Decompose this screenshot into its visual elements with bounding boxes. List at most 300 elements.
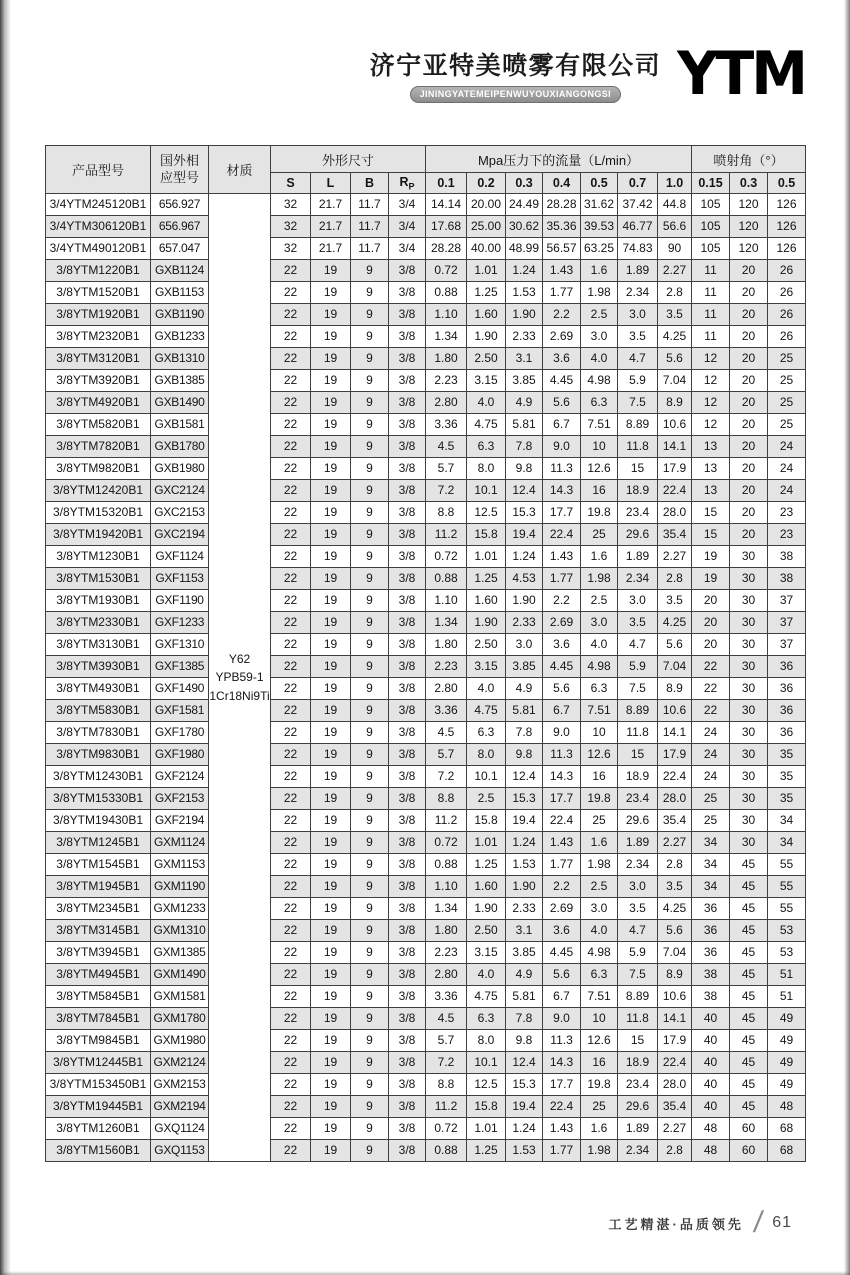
cell-flow-0-1: 1.10 — [426, 304, 467, 326]
cell-flow-0-2: 2.50 — [467, 920, 506, 942]
cell-flow-1-0: 28.0 — [658, 788, 692, 810]
cell-dim-s: 22 — [271, 788, 311, 810]
cell-flow-0-7: 5.9 — [618, 656, 658, 678]
cell-dim-s: 32 — [271, 216, 311, 238]
table-row — [46, 260, 806, 282]
cell-dim-b: 9 — [351, 348, 389, 370]
cell-product-model: 3/8YTM1220B1 — [46, 260, 151, 282]
cell-foreign-model: GXB1385 — [151, 370, 209, 392]
cell-flow-0-5: 3.0 — [581, 326, 618, 348]
table-row — [46, 1052, 806, 1074]
cell-angle-0-15: 34 — [692, 832, 730, 854]
cell-product-model: 3/4YTM306120B1 — [46, 216, 151, 238]
cell-dim-l: 19 — [311, 942, 351, 964]
cell-angle-0-5: 34 — [768, 832, 806, 854]
cell-dim-rp: 3/4 — [389, 216, 426, 238]
cell-dim-s: 32 — [271, 238, 311, 260]
cell-angle-0-15: 48 — [692, 1140, 730, 1162]
cell-dim-b: 9 — [351, 326, 389, 348]
cell-product-model: 3/8YTM1530B1 — [46, 568, 151, 590]
cell-flow-0-4: 6.7 — [543, 986, 581, 1008]
cell-dim-rp: 3/8 — [389, 766, 426, 788]
cell-foreign-model: GXC2194 — [151, 524, 209, 546]
table-row — [46, 1140, 806, 1162]
cell-product-model: 3/8YTM153450B1 — [46, 1074, 151, 1096]
cell-dim-b: 11.7 — [351, 216, 389, 238]
cell-dim-rp: 3/8 — [389, 392, 426, 414]
cell-dim-s: 22 — [271, 1030, 311, 1052]
cell-angle-0-15: 11 — [692, 326, 730, 348]
cell-flow-0-5: 3.0 — [581, 612, 618, 634]
cell-angle-0-3: 30 — [730, 568, 768, 590]
table-row — [46, 678, 806, 700]
cell-dim-rp: 3/8 — [389, 590, 426, 612]
table-row — [46, 392, 806, 414]
cell-dim-b: 9 — [351, 458, 389, 480]
cell-flow-0-2: 1.25 — [467, 1140, 506, 1162]
cell-flow-0-4: 1.77 — [543, 1140, 581, 1162]
cell-flow-0-5: 16 — [581, 480, 618, 502]
cell-foreign-model: GXF1190 — [151, 590, 209, 612]
cell-angle-0-15: 19 — [692, 546, 730, 568]
table-row — [46, 656, 806, 678]
cell-angle-0-5: 36 — [768, 656, 806, 678]
cell-flow-0-2: 1.90 — [467, 326, 506, 348]
cell-flow-0-4: 1.77 — [543, 282, 581, 304]
cell-flow-0-2: 4.75 — [467, 414, 506, 436]
cell-product-model: 3/8YTM5820B1 — [46, 414, 151, 436]
cell-dim-l: 19 — [311, 722, 351, 744]
cell-dim-s: 22 — [271, 282, 311, 304]
cell-flow-0-4: 2.2 — [543, 876, 581, 898]
cell-product-model: 3/8YTM12430B1 — [46, 766, 151, 788]
cell-flow-0-5: 25 — [581, 1096, 618, 1118]
cell-dim-rp: 3/8 — [389, 1074, 426, 1096]
cell-flow-0-1: 4.5 — [426, 436, 467, 458]
cell-flow-0-3: 2.33 — [506, 612, 543, 634]
cell-flow-0-5: 1.6 — [581, 1118, 618, 1140]
cell-dim-s: 22 — [271, 326, 311, 348]
cell-dim-s: 22 — [271, 766, 311, 788]
cell-dim-rp: 3/8 — [389, 656, 426, 678]
cell-flow-0-7: 15 — [618, 458, 658, 480]
cell-dim-b: 11.7 — [351, 194, 389, 216]
cell-angle-0-5: 25 — [768, 348, 806, 370]
cell-angle-0-5: 37 — [768, 590, 806, 612]
col-header-material: 材质 — [209, 146, 271, 194]
cell-dim-l: 19 — [311, 326, 351, 348]
page-edge-shadow-bottom — [0, 1271, 850, 1275]
cell-dim-rp: 3/8 — [389, 898, 426, 920]
cell-flow-0-3: 24.49 — [506, 194, 543, 216]
cell-angle-0-15: 20 — [692, 590, 730, 612]
cell-flow-0-2: 1.60 — [467, 590, 506, 612]
cell-dim-l: 19 — [311, 546, 351, 568]
cell-dim-s: 22 — [271, 546, 311, 568]
cell-angle-0-15: 34 — [692, 854, 730, 876]
cell-foreign-model: GXM1190 — [151, 876, 209, 898]
cell-angle-0-3: 45 — [730, 1052, 768, 1074]
cell-angle-0-5: 126 — [768, 194, 806, 216]
cell-foreign-model: GXB1124 — [151, 260, 209, 282]
cell-product-model: 3/8YTM3920B1 — [46, 370, 151, 392]
cell-dim-s: 22 — [271, 480, 311, 502]
col-header-angle-0-5: 0.5 — [768, 173, 806, 194]
cell-flow-1-0: 2.27 — [658, 260, 692, 282]
cell-flow-1-0: 14.1 — [658, 722, 692, 744]
table-row — [46, 282, 806, 304]
cell-flow-0-2: 3.15 — [467, 656, 506, 678]
cell-flow-0-7: 8.89 — [618, 986, 658, 1008]
col-header-foreign-line2: 应型号 — [159, 169, 199, 185]
cell-dim-l: 19 — [311, 590, 351, 612]
cell-flow-0-3: 9.8 — [506, 1030, 543, 1052]
cell-dim-l: 21.7 — [311, 216, 351, 238]
cell-flow-0-4: 17.7 — [543, 502, 581, 524]
cell-flow-0-3: 12.4 — [506, 1052, 543, 1074]
cell-product-model: 3/8YTM15320B1 — [46, 502, 151, 524]
cell-flow-0-3: 9.8 — [506, 744, 543, 766]
cell-dim-l: 19 — [311, 700, 351, 722]
cell-dim-s: 22 — [271, 832, 311, 854]
cell-angle-0-5: 26 — [768, 282, 806, 304]
cell-dim-b: 9 — [351, 282, 389, 304]
cell-flow-1-0: 2.8 — [658, 568, 692, 590]
cell-dim-l: 19 — [311, 788, 351, 810]
cell-flow-1-0: 17.9 — [658, 1030, 692, 1052]
cell-angle-0-15: 24 — [692, 744, 730, 766]
cell-flow-0-7: 2.34 — [618, 568, 658, 590]
cell-flow-0-1: 17.68 — [426, 216, 467, 238]
cell-flow-0-7: 74.83 — [618, 238, 658, 260]
cell-angle-0-5: 35 — [768, 788, 806, 810]
cell-flow-0-2: 8.0 — [467, 744, 506, 766]
cell-flow-0-2: 25.00 — [467, 216, 506, 238]
cell-foreign-model: GXM1581 — [151, 986, 209, 1008]
cell-foreign-model: GXB1780 — [151, 436, 209, 458]
cell-dim-s: 22 — [271, 898, 311, 920]
cell-dim-rp: 3/8 — [389, 612, 426, 634]
page-edge-shadow-left — [0, 0, 11, 1275]
cell-flow-0-3: 5.81 — [506, 700, 543, 722]
cell-flow-1-0: 4.25 — [658, 326, 692, 348]
cell-dim-b: 9 — [351, 1030, 389, 1052]
cell-flow-0-3: 1.90 — [506, 876, 543, 898]
cell-flow-0-2: 2.50 — [467, 634, 506, 656]
table-row — [46, 1118, 806, 1140]
cell-dim-l: 19 — [311, 612, 351, 634]
cell-angle-0-5: 24 — [768, 480, 806, 502]
cell-angle-0-15: 40 — [692, 1030, 730, 1052]
cell-dim-s: 22 — [271, 678, 311, 700]
cell-foreign-model: GXQ1153 — [151, 1140, 209, 1162]
cell-dim-s: 22 — [271, 260, 311, 282]
cell-angle-0-15: 40 — [692, 1096, 730, 1118]
cell-dim-b: 9 — [351, 480, 389, 502]
cell-flow-0-7: 5.9 — [618, 370, 658, 392]
cell-flow-0-3: 12.4 — [506, 766, 543, 788]
cell-dim-b: 9 — [351, 590, 389, 612]
cell-angle-0-15: 34 — [692, 876, 730, 898]
cell-dim-l: 19 — [311, 282, 351, 304]
cell-angle-0-15: 38 — [692, 964, 730, 986]
cell-flow-0-5: 1.98 — [581, 568, 618, 590]
col-group-dimensions: 外形尺寸 — [271, 146, 426, 173]
cell-product-model: 3/8YTM1520B1 — [46, 282, 151, 304]
cell-angle-0-3: 60 — [730, 1140, 768, 1162]
cell-angle-0-3: 30 — [730, 590, 768, 612]
cell-flow-1-0: 90 — [658, 238, 692, 260]
col-header-angle-0-15: 0.15 — [692, 173, 730, 194]
cell-flow-0-7: 23.4 — [618, 788, 658, 810]
col-header-flow-0-5: 0.5 — [581, 173, 618, 194]
cell-flow-0-4: 28.28 — [543, 194, 581, 216]
cell-angle-0-5: 38 — [768, 546, 806, 568]
cell-foreign-model: GXF1124 — [151, 546, 209, 568]
cell-flow-0-4: 4.45 — [543, 656, 581, 678]
cell-flow-0-1: 1.34 — [426, 898, 467, 920]
cell-flow-0-1: 5.7 — [426, 1030, 467, 1052]
col-header-flow-0-2: 0.2 — [467, 173, 506, 194]
cell-flow-0-3: 4.9 — [506, 964, 543, 986]
table-row — [46, 700, 806, 722]
cell-product-model: 3/8YTM12445B1 — [46, 1052, 151, 1074]
cell-flow-1-0: 3.5 — [658, 304, 692, 326]
cell-angle-0-15: 40 — [692, 1008, 730, 1030]
cell-angle-0-3: 120 — [730, 216, 768, 238]
cell-flow-0-4: 14.3 — [543, 766, 581, 788]
cell-product-model: 3/4YTM245120B1 — [46, 194, 151, 216]
cell-dim-s: 22 — [271, 1074, 311, 1096]
page-number: 61 — [772, 1214, 792, 1231]
cell-dim-rp: 3/8 — [389, 744, 426, 766]
cell-flow-0-7: 4.7 — [618, 920, 658, 942]
cell-product-model: 3/8YTM3120B1 — [46, 348, 151, 370]
cell-dim-rp: 3/8 — [389, 854, 426, 876]
cell-flow-0-3: 4.9 — [506, 678, 543, 700]
cell-flow-1-0: 8.9 — [658, 392, 692, 414]
cell-angle-0-3: 45 — [730, 876, 768, 898]
cell-flow-0-3: 30.62 — [506, 216, 543, 238]
cell-dim-b: 9 — [351, 304, 389, 326]
cell-flow-1-0: 4.25 — [658, 898, 692, 920]
cell-flow-0-5: 4.98 — [581, 656, 618, 678]
cell-flow-0-7: 7.5 — [618, 392, 658, 414]
cell-flow-0-3: 3.85 — [506, 942, 543, 964]
col-header-foreign-line1: 国外相 — [159, 153, 199, 169]
cell-flow-0-7: 11.8 — [618, 1008, 658, 1030]
table-row — [46, 590, 806, 612]
cell-dim-rp: 3/8 — [389, 700, 426, 722]
cell-dim-s: 22 — [271, 436, 311, 458]
cell-flow-0-5: 12.6 — [581, 1030, 618, 1052]
cell-dim-l: 19 — [311, 876, 351, 898]
cell-angle-0-15: 40 — [692, 1074, 730, 1096]
cell-flow-0-3: 1.90 — [506, 304, 543, 326]
cell-product-model: 3/8YTM4920B1 — [46, 392, 151, 414]
cell-dim-s: 22 — [271, 1140, 311, 1162]
cell-flow-0-3: 7.8 — [506, 722, 543, 744]
col-header-l: L — [311, 173, 351, 194]
cell-angle-0-5: 55 — [768, 854, 806, 876]
cell-angle-0-15: 20 — [692, 634, 730, 656]
table-row — [46, 744, 806, 766]
col-group-flow-rate: Mpa压力下的流量（L/min） — [426, 146, 692, 173]
table-row — [46, 920, 806, 942]
table-body — [46, 194, 806, 1162]
cell-flow-0-2: 4.0 — [467, 392, 506, 414]
cell-dim-b: 9 — [351, 788, 389, 810]
table-row — [46, 1008, 806, 1030]
cell-flow-0-3: 15.3 — [506, 1074, 543, 1096]
cell-product-model: 3/8YTM4930B1 — [46, 678, 151, 700]
table-row — [46, 1096, 806, 1118]
cell-flow-0-7: 5.9 — [618, 942, 658, 964]
cell-flow-0-5: 1.6 — [581, 546, 618, 568]
cell-flow-0-7: 2.34 — [618, 854, 658, 876]
cell-angle-0-15: 105 — [692, 216, 730, 238]
cell-flow-0-1: 14.14 — [426, 194, 467, 216]
footer-slogan: 工艺精湛·品质领先 — [608, 1216, 744, 1232]
cell-flow-0-1: 1.34 — [426, 612, 467, 634]
cell-flow-0-1: 1.34 — [426, 326, 467, 348]
cell-angle-0-15: 22 — [692, 656, 730, 678]
cell-angle-0-3: 30 — [730, 810, 768, 832]
cell-angle-0-15: 12 — [692, 392, 730, 414]
cell-flow-0-4: 6.7 — [543, 414, 581, 436]
cell-foreign-model: GXF1581 — [151, 700, 209, 722]
cell-flow-0-3: 1.53 — [506, 282, 543, 304]
cell-product-model: 3/8YTM19420B1 — [46, 524, 151, 546]
table-row — [46, 348, 806, 370]
cell-flow-0-2: 15.8 — [467, 810, 506, 832]
col-header-s: S — [271, 173, 311, 194]
cell-flow-0-2: 1.01 — [467, 1118, 506, 1140]
cell-angle-0-5: 24 — [768, 458, 806, 480]
cell-flow-0-5: 1.6 — [581, 832, 618, 854]
cell-dim-l: 19 — [311, 1096, 351, 1118]
table-header-row-groups — [46, 146, 806, 173]
cell-flow-0-3: 3.1 — [506, 348, 543, 370]
cell-flow-1-0: 22.4 — [658, 480, 692, 502]
cell-dim-l: 19 — [311, 1008, 351, 1030]
cell-flow-0-1: 2.23 — [426, 370, 467, 392]
cell-foreign-model: GXC2124 — [151, 480, 209, 502]
cell-foreign-model: GXQ1124 — [151, 1118, 209, 1140]
col-header-flow-0-3: 0.3 — [506, 173, 543, 194]
cell-foreign-model: GXB1581 — [151, 414, 209, 436]
cell-flow-1-0: 35.4 — [658, 524, 692, 546]
page-footer — [609, 1208, 792, 1238]
cell-flow-0-5: 7.51 — [581, 700, 618, 722]
cell-flow-0-4: 1.43 — [543, 1118, 581, 1140]
cell-product-model: 3/8YTM2345B1 — [46, 898, 151, 920]
cell-dim-rp: 3/8 — [389, 436, 426, 458]
cell-dim-l: 19 — [311, 634, 351, 656]
cell-product-model: 3/8YTM9845B1 — [46, 1030, 151, 1052]
cell-flow-0-5: 2.5 — [581, 590, 618, 612]
cell-flow-0-4: 4.45 — [543, 942, 581, 964]
cell-dim-l: 19 — [311, 304, 351, 326]
cell-angle-0-3: 30 — [730, 832, 768, 854]
cell-dim-s: 22 — [271, 502, 311, 524]
cell-flow-0-3: 5.81 — [506, 414, 543, 436]
cell-flow-0-1: 7.2 — [426, 1052, 467, 1074]
cell-dim-s: 22 — [271, 1008, 311, 1030]
cell-flow-0-2: 1.25 — [467, 854, 506, 876]
cell-angle-0-15: 11 — [692, 282, 730, 304]
cell-flow-1-0: 7.04 — [658, 942, 692, 964]
cell-dim-b: 9 — [351, 964, 389, 986]
cell-angle-0-5: 48 — [768, 1096, 806, 1118]
cell-flow-0-1: 4.5 — [426, 1008, 467, 1030]
cell-foreign-model: GXF1153 — [151, 568, 209, 590]
cell-angle-0-3: 45 — [730, 942, 768, 964]
cell-dim-s: 22 — [271, 370, 311, 392]
cell-dim-s: 22 — [271, 722, 311, 744]
cell-angle-0-15: 19 — [692, 568, 730, 590]
cell-dim-l: 19 — [311, 568, 351, 590]
table-row — [46, 436, 806, 458]
cell-dim-s: 22 — [271, 304, 311, 326]
cell-flow-0-3: 7.8 — [506, 1008, 543, 1030]
cell-flow-0-3: 1.53 — [506, 1140, 543, 1162]
cell-angle-0-3: 45 — [730, 1074, 768, 1096]
cell-foreign-model: GXB1233 — [151, 326, 209, 348]
cell-foreign-model: 656.967 — [151, 216, 209, 238]
table-row — [46, 326, 806, 348]
cell-flow-0-7: 4.7 — [618, 634, 658, 656]
col-header-b: B — [351, 173, 389, 194]
cell-flow-0-4: 2.2 — [543, 590, 581, 612]
cell-angle-0-5: 37 — [768, 634, 806, 656]
cell-angle-0-15: 36 — [692, 920, 730, 942]
cell-flow-0-2: 20.00 — [467, 194, 506, 216]
material-cell: Y62 YPB59-1 1Cr18Ni9Ti — [209, 194, 271, 1162]
cell-dim-b: 9 — [351, 678, 389, 700]
cell-dim-s: 22 — [271, 1096, 311, 1118]
cell-flow-0-3: 1.90 — [506, 590, 543, 612]
cell-flow-0-7: 29.6 — [618, 810, 658, 832]
cell-angle-0-3: 30 — [730, 788, 768, 810]
cell-flow-1-0: 17.9 — [658, 458, 692, 480]
cell-foreign-model: GXM1490 — [151, 964, 209, 986]
cell-flow-0-1: 2.80 — [426, 964, 467, 986]
cell-angle-0-15: 11 — [692, 260, 730, 282]
table-row — [46, 502, 806, 524]
cell-angle-0-5: 34 — [768, 810, 806, 832]
company-logo: YTM — [677, 39, 805, 109]
cell-product-model: 3/8YTM5830B1 — [46, 700, 151, 722]
cell-angle-0-3: 20 — [730, 370, 768, 392]
cell-product-model: 3/8YTM12420B1 — [46, 480, 151, 502]
cell-flow-0-7: 1.89 — [618, 260, 658, 282]
cell-angle-0-15: 20 — [692, 612, 730, 634]
cell-angle-0-3: 30 — [730, 722, 768, 744]
cell-angle-0-3: 45 — [730, 964, 768, 986]
cell-dim-b: 9 — [351, 986, 389, 1008]
cell-angle-0-5: 26 — [768, 260, 806, 282]
cell-flow-0-7: 3.5 — [618, 898, 658, 920]
cell-foreign-model: GXC2153 — [151, 502, 209, 524]
cell-flow-0-7: 7.5 — [618, 964, 658, 986]
cell-flow-0-2: 4.75 — [467, 986, 506, 1008]
cell-dim-s: 22 — [271, 810, 311, 832]
cell-flow-0-5: 10 — [581, 436, 618, 458]
cell-dim-rp: 3/8 — [389, 524, 426, 546]
cell-dim-l: 19 — [311, 678, 351, 700]
cell-angle-0-3: 20 — [730, 458, 768, 480]
